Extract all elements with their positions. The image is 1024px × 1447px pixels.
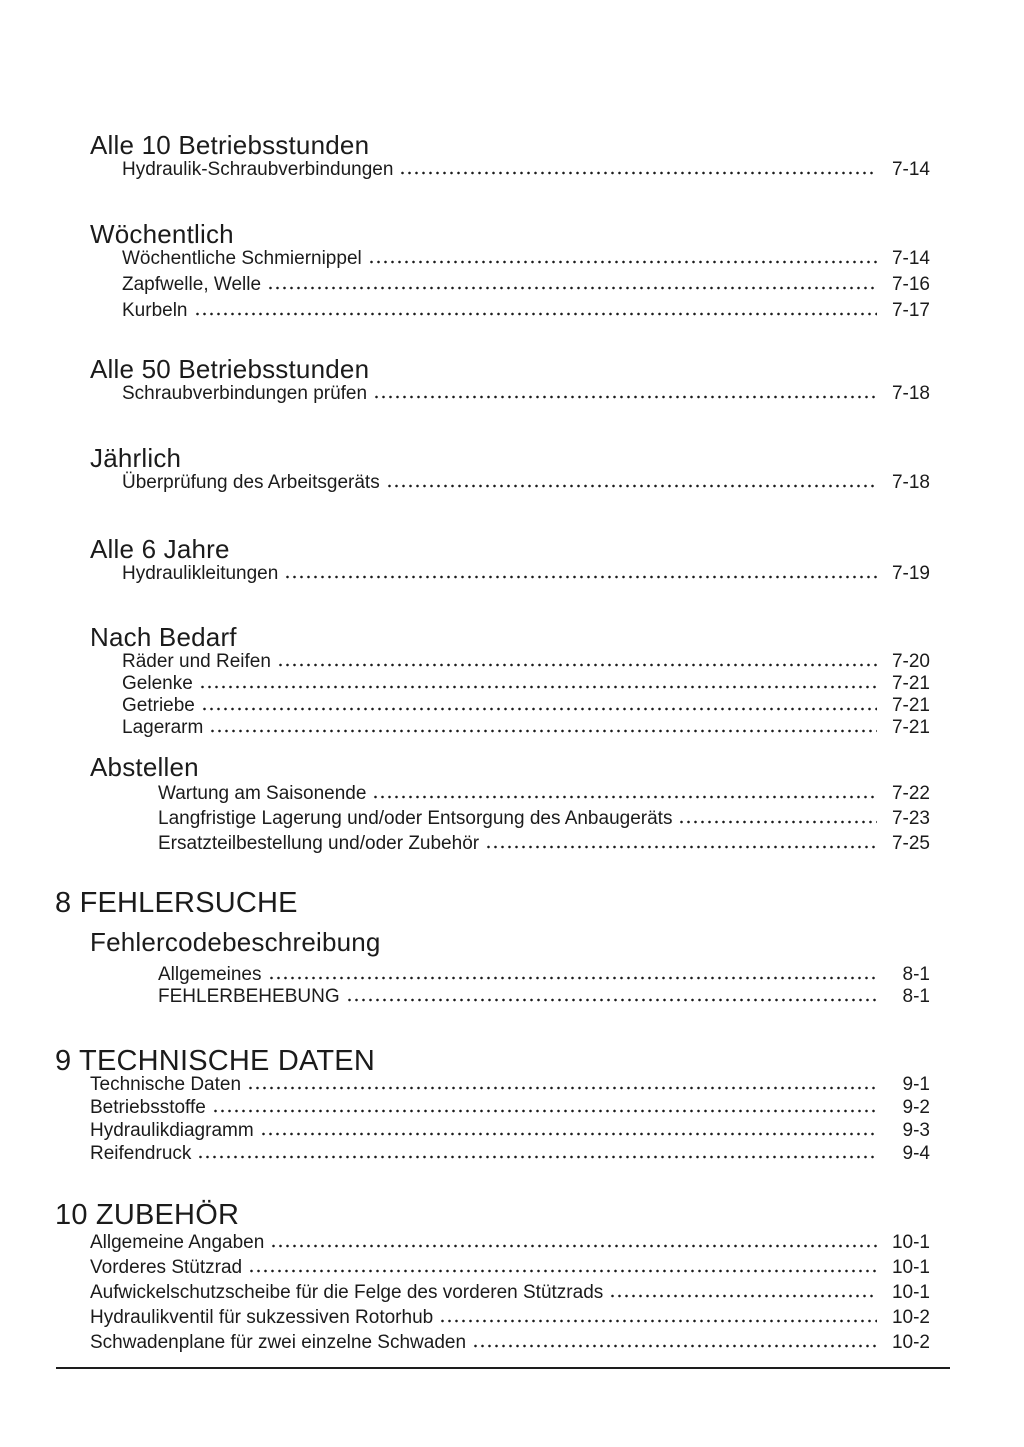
toc-entry-label: Zapfwelle, Welle — [122, 274, 262, 295]
dot-leader — [609, 1294, 877, 1298]
toc-entry-page: 7-16 — [891, 274, 930, 295]
toc-entry-label: Allgemeine Angaben — [90, 1232, 265, 1253]
toc-entry-page: 7-21 — [891, 717, 930, 738]
toc-entry — [122, 472, 930, 494]
toc-entry-page: 7-20 — [891, 651, 930, 672]
toc-entry-label: Betriebsstoffe — [90, 1097, 206, 1118]
section-heading: Jährlich — [90, 443, 182, 473]
toc-block-abstellen — [55, 753, 930, 855]
dot-leader — [267, 286, 877, 290]
dot-leader — [268, 976, 878, 980]
toc-entry-label: Technische Daten — [90, 1074, 242, 1095]
toc-entry-page: 7-18 — [891, 383, 930, 404]
toc-block-alle-10-betriebsstunden — [55, 131, 930, 181]
toc-entry-label: Aufwickelschutzscheibe für die Felge des vorderen Stützrads — [90, 1282, 604, 1303]
toc-entry — [158, 986, 930, 1008]
toc-entry-label: Vorderes Stützrad — [90, 1257, 243, 1278]
dot-leader — [373, 395, 877, 399]
toc-entry-label: Schwadenplane für zwei einzelne Schwaden — [90, 1332, 467, 1353]
chapter-heading: 9 TECHNISCHE DATEN — [55, 1045, 375, 1077]
toc-entry-label: Hydraulikleitungen — [122, 563, 279, 584]
dot-leader — [472, 1344, 877, 1348]
dot-leader — [372, 795, 877, 799]
dot-leader — [270, 1244, 877, 1248]
section-heading: Alle 10 Betriebsstunden — [90, 130, 370, 160]
toc-block-alle-6-jahre — [55, 535, 930, 585]
toc-entry-page: 7-18 — [891, 472, 930, 493]
toc-block-woechentlich — [55, 220, 930, 322]
dot-leader — [284, 575, 877, 579]
toc-entry — [122, 248, 930, 270]
toc-entry-group — [55, 783, 930, 855]
toc-entry-group — [55, 964, 930, 1008]
toc-entry — [122, 300, 930, 322]
dot-leader — [209, 729, 877, 733]
toc-entry — [158, 964, 930, 986]
toc-block-fehlersuche — [55, 888, 930, 918]
toc-entry — [122, 717, 930, 739]
toc-entry-page: 7-19 — [891, 563, 930, 584]
toc-entry-label: FEHLERBEHEBUNG — [158, 986, 340, 1007]
toc-entry-page: 7-14 — [891, 159, 930, 180]
toc-entry — [122, 274, 930, 296]
toc-entry-label: Wartung am Saisonende — [158, 783, 367, 804]
toc-entry — [90, 1232, 930, 1254]
toc-entry — [158, 833, 930, 855]
toc-entry-page: 7-21 — [891, 673, 930, 694]
dot-leader — [260, 1132, 877, 1136]
toc-block-technische-daten — [55, 1046, 930, 1165]
section-heading: Fehlercodebeschreibung — [90, 927, 381, 957]
dot-leader — [368, 260, 877, 264]
toc-entry-label: Gelenke — [122, 673, 193, 694]
dot-leader — [194, 312, 878, 316]
dot-leader — [678, 820, 877, 824]
bottom-rule — [56, 1367, 950, 1369]
toc-entry-page: 7-21 — [891, 695, 930, 716]
toc-entry-page: 8-1 — [902, 986, 930, 1007]
toc-entry — [158, 808, 930, 830]
toc-entry-label: Hydraulik-Schraubverbindungen — [122, 159, 394, 180]
chapter-heading: 10 ZUBEHÖR — [55, 1199, 240, 1231]
dot-leader — [247, 1086, 877, 1090]
toc-block-jaehrlich — [55, 444, 930, 494]
chapter-heading: 8 FEHLERSUCHE — [55, 887, 298, 919]
section-heading: Alle 50 Betriebsstunden — [90, 354, 370, 384]
toc-block-nach-bedarf — [55, 623, 930, 739]
toc-entry-page: 7-17 — [891, 300, 930, 321]
toc-entry-label: Räder und Reifen — [122, 651, 271, 672]
toc-entry-page: 9-4 — [902, 1143, 930, 1164]
dot-leader — [201, 707, 877, 711]
toc-entry — [122, 159, 930, 181]
toc-entry-page: 9-2 — [902, 1097, 930, 1118]
toc-entry — [90, 1332, 930, 1354]
toc-entry-label: Getriebe — [122, 695, 195, 716]
dot-leader — [212, 1109, 877, 1113]
toc-entry — [122, 563, 930, 585]
toc-entry — [90, 1143, 930, 1165]
toc-entry-page: 9-3 — [902, 1120, 930, 1141]
toc-entry-page: 10-1 — [891, 1257, 930, 1278]
toc-block-fehlercodebeschreibung — [55, 928, 930, 1008]
toc-entry — [90, 1282, 930, 1304]
section-heading: Nach Bedarf — [90, 622, 237, 652]
toc-entry-label: Ersatzteilbestellung und/oder Zubehör — [158, 833, 480, 854]
toc-entry — [122, 673, 930, 695]
toc-entry-page: 7-25 — [891, 833, 930, 854]
toc-entry-label: Lagerarm — [122, 717, 204, 738]
dot-leader — [485, 845, 877, 849]
dot-leader — [399, 171, 877, 175]
section-heading: Alle 6 Jahre — [90, 534, 230, 564]
toc-entry-label: Schraubverbindungen prüfen — [122, 383, 368, 404]
toc-entry-page: 8-1 — [902, 964, 930, 985]
toc-block-alle-50-betriebsstunden — [55, 355, 930, 405]
toc-entry — [90, 1097, 930, 1119]
dot-leader — [439, 1319, 877, 1323]
dot-leader — [346, 998, 877, 1002]
dot-leader — [197, 1155, 877, 1159]
section-heading: Wöchentlich — [90, 219, 234, 249]
dot-leader — [277, 663, 877, 667]
toc-entry — [90, 1074, 930, 1096]
toc-entry-page: 10-1 — [891, 1282, 930, 1303]
toc-entry-group — [55, 248, 930, 322]
toc-entry-page: 7-23 — [891, 808, 930, 829]
dot-leader — [248, 1269, 877, 1273]
toc-entry — [90, 1307, 930, 1329]
toc-entry-label: Überprüfung des Arbeitsgeräts — [122, 472, 380, 493]
toc-entry — [90, 1120, 930, 1142]
dot-leader — [199, 685, 877, 689]
toc-entry-group — [55, 1074, 930, 1165]
toc-entry — [158, 783, 930, 805]
toc-entry-label: Langfristige Lagerung und/oder Entsorgung des Anbaugeräts — [158, 808, 673, 829]
toc-entry-group — [55, 1232, 930, 1354]
toc-entry-label: Allgemeines — [158, 964, 262, 985]
toc-entry-page: 10-1 — [891, 1232, 930, 1253]
toc-entry-label: Kurbeln — [122, 300, 188, 321]
toc-block-zubehoer — [55, 1200, 930, 1354]
section-heading: Abstellen — [90, 752, 199, 782]
toc-entry-label: Hydraulikventil für sukzessiven Rotorhub — [90, 1307, 434, 1328]
toc-entry — [122, 651, 930, 673]
toc-entry-page: 10-2 — [891, 1307, 930, 1328]
toc-entry-page: 7-14 — [891, 248, 930, 269]
toc-entry — [122, 695, 930, 717]
toc-entry-group — [55, 651, 930, 739]
toc-entry — [90, 1257, 930, 1279]
toc-entry-page: 9-1 — [902, 1074, 930, 1095]
toc-entry-page: 7-22 — [891, 783, 930, 804]
toc-entry-page: 10-2 — [891, 1332, 930, 1353]
toc-entry-label: Hydraulikdiagramm — [90, 1120, 254, 1141]
toc-entry-label: Reifendruck — [90, 1143, 192, 1164]
dot-leader — [386, 484, 877, 488]
toc-entry-label: Wöchentliche Schmiernippel — [122, 248, 362, 269]
toc-entry — [122, 383, 930, 405]
